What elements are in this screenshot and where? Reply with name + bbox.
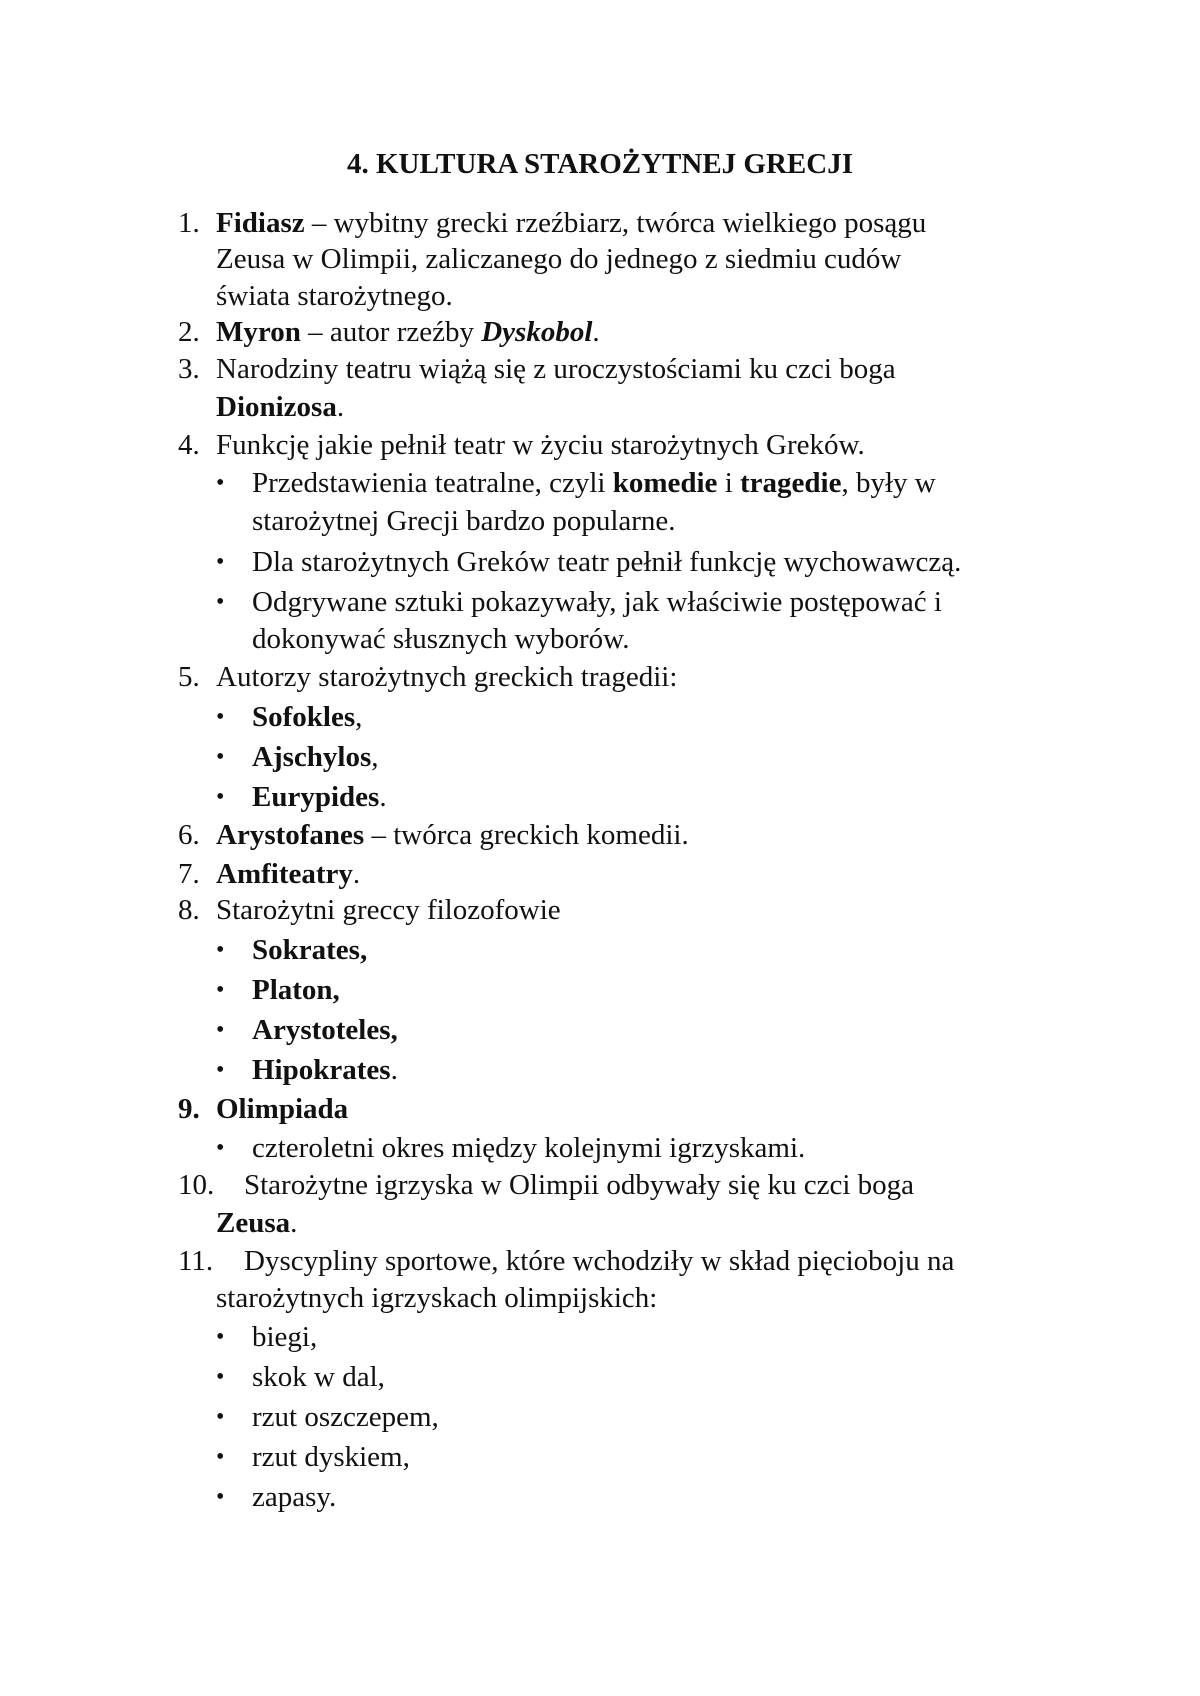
item-3-line-1: Narodziny teatru wiążą się z uroczystościami ku czci boga	[216, 353, 896, 385]
item-number-4: 4.	[178, 429, 200, 461]
author-name: Eurypides	[252, 781, 380, 813]
page-title: 4. KULTURA STAROŻYTNEJ GRECJI	[347, 148, 853, 180]
philosopher-name: Platon,	[252, 974, 340, 1006]
philosopher-name: Arystoteles,	[252, 1014, 398, 1046]
discipline-item: biegi,	[252, 1321, 318, 1353]
item-4-bullet-3-line-1: Odgrywane sztuki pokazywały, jak właściwie postępować i	[252, 586, 942, 618]
item-number-2: 2.	[178, 316, 200, 348]
philosopher-arystoteles	[252, 1013, 398, 1047]
item-2-line-1	[216, 315, 600, 349]
item-2-end: .	[592, 316, 600, 348]
item-5-line-1: Autorzy starożytnych greckich tragedii:	[216, 661, 678, 693]
item-2-text: – autor rzeźby	[300, 316, 482, 348]
item-7-line-1	[216, 857, 360, 891]
author-eurypides	[252, 780, 387, 814]
bullet-icon: •	[216, 470, 225, 496]
item-number-5: 5.	[178, 661, 200, 693]
item-3-god: Dionizosa	[216, 391, 337, 423]
bullet-icon: •	[216, 1444, 225, 1470]
bullet-icon: •	[216, 1057, 225, 1083]
bullet-icon: •	[216, 1135, 225, 1161]
item-1-line-2: Zeusa w Olimpii, zaliczanego do jednego z siedmiu cudów	[216, 243, 902, 275]
item-number-10: 10.	[178, 1169, 215, 1201]
discipline-item: skok w dal,	[252, 1361, 385, 1393]
item-4-line-1: Funkcję jakie pełnił teatr w życiu starożytnych Greków.	[216, 429, 865, 461]
discipline-item: rzut dyskiem,	[252, 1441, 410, 1473]
punct: .	[390, 1054, 398, 1086]
item-7-name: Amfiteatry	[216, 858, 353, 890]
item-11-line-2: starożytnych igrzyskach olimpijskich:	[216, 1282, 658, 1314]
item-9-name: Olimpiada	[216, 1093, 349, 1125]
item-10-line-2	[216, 1206, 297, 1240]
item-number-7: 7.	[178, 858, 200, 890]
item-1-line-3: świata starożytnego.	[216, 280, 453, 312]
discipline-item: zapasy.	[252, 1481, 337, 1513]
item-1-line-1	[216, 206, 926, 240]
author-sofokles	[252, 700, 362, 734]
item-2-work: Dyskobol	[481, 316, 593, 348]
bullet-icon: •	[216, 784, 225, 810]
item-number-9: 9.	[178, 1093, 200, 1125]
item-9-title	[216, 1092, 348, 1126]
item-9-bullet-1: czteroletni okres między kolejnymi igrzyskami.	[252, 1132, 806, 1164]
item-1-name: Fidiasz	[216, 207, 305, 239]
bullet-icon: •	[216, 549, 225, 575]
item-4-bullet-2: Dla starożytnych Greków teatr pełnił funkcję wychowawczą.	[252, 546, 962, 578]
item-number-11: 11.	[178, 1245, 214, 1277]
philosopher-sokrates	[252, 933, 367, 967]
philosopher-hipokrates	[252, 1053, 398, 1087]
item-number-6: 6.	[178, 819, 200, 851]
philosopher-name: Sokrates,	[252, 934, 368, 966]
punct: ,	[355, 701, 363, 733]
bullet-icon: •	[216, 704, 225, 730]
item-10-line-1: Starożytne igrzyska w Olimpii odbywały się ku czci boga	[244, 1169, 915, 1201]
bullet-icon: •	[216, 1364, 225, 1390]
keyword-tragedie: tragedie	[740, 467, 842, 499]
discipline-item: rzut oszczepem,	[252, 1401, 439, 1433]
author-name: Sofokles	[252, 701, 356, 733]
item-number-8: 8.	[178, 894, 200, 926]
philosopher-name: Hipokrates	[252, 1054, 391, 1086]
item-1-text: – wybitny grecki rzeźbiarz, twórca wielkiego posągu	[304, 207, 927, 239]
item-2-name: Myron	[216, 316, 301, 348]
bullet-icon: •	[216, 589, 225, 615]
item-number-1: 1.	[178, 207, 200, 239]
item-8-line-1: Starożytni greccy filozofowie	[216, 894, 561, 926]
punct: .	[290, 1207, 298, 1239]
punct: .	[379, 781, 387, 813]
item-4-bullet-1-line-1	[252, 466, 936, 500]
bullet-icon: •	[216, 1324, 225, 1350]
bullet-text: Przedstawienia teatralne, czyli	[252, 467, 613, 499]
bullet-icon: •	[216, 937, 225, 963]
bullet-icon: •	[216, 1017, 225, 1043]
item-3-end: .	[336, 391, 345, 423]
author-name: Ajschylos	[252, 741, 372, 773]
bullet-text: i	[717, 467, 740, 499]
item-10-god: Zeusa	[216, 1207, 291, 1239]
item-3-line-2	[216, 390, 344, 424]
item-6-line-1	[216, 818, 689, 852]
item-number-3: 3.	[178, 353, 200, 385]
bullet-icon: •	[216, 1404, 225, 1430]
bullet-text: , były w	[841, 467, 936, 499]
keyword-komedie: komedie	[612, 467, 718, 499]
item-4-bullet-3-line-2: dokonywać słusznych wyborów.	[252, 623, 630, 655]
item-6-text: – twórca greckich komedii.	[364, 819, 689, 851]
punct: ,	[371, 741, 379, 773]
item-11-line-1: Dyscypliny sportowe, które wchodziły w skład pięcioboju na	[244, 1245, 955, 1277]
bullet-icon: •	[216, 977, 225, 1003]
bullet-icon: •	[216, 744, 225, 770]
bullet-icon: •	[216, 1484, 225, 1510]
author-ajschylos	[252, 740, 378, 774]
item-6-name: Arystofanes	[216, 819, 365, 851]
item-4-bullet-1-line-2: starożytnej Grecji bardzo popularne.	[252, 505, 676, 537]
punct: .	[352, 858, 361, 890]
philosopher-platon	[252, 973, 340, 1007]
